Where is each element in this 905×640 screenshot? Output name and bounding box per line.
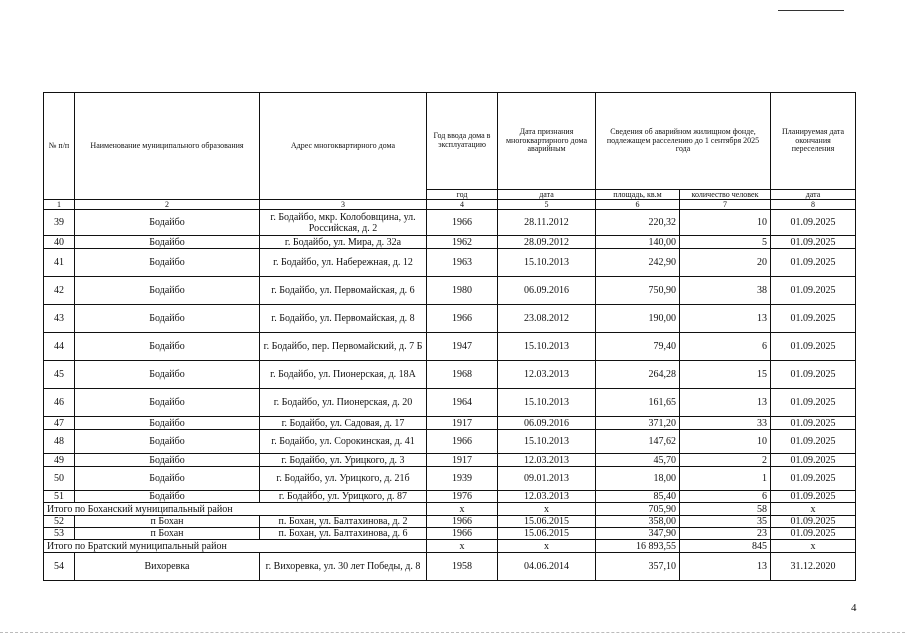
subheader-date: дата	[498, 190, 596, 200]
header-row	[44, 93, 856, 190]
area: 85,40	[596, 491, 680, 503]
address: г. Вихоревка, ул. 30 лет Победы, д. 8	[260, 553, 427, 581]
address: г. Бодайбо, мкр. Колобовщина, ул. Российская, д. 2	[260, 210, 427, 236]
area: 147,62	[596, 430, 680, 454]
colnum: 2	[75, 200, 260, 210]
subheader-year: год	[427, 190, 498, 200]
row-number: 54	[44, 553, 75, 581]
people-count: 35	[680, 516, 771, 528]
municipality: Бодайбо	[75, 333, 260, 361]
row-number: 39	[44, 210, 75, 236]
planned-date: 01.09.2025	[771, 277, 856, 305]
year-built: 1966	[427, 528, 498, 540]
planned-date: 01.09.2025	[771, 430, 856, 454]
row-number: 43	[44, 305, 75, 333]
header-n: № п/п	[44, 93, 75, 200]
row-number: 42	[44, 277, 75, 305]
municipality: п Бохан	[75, 528, 260, 540]
total-row	[44, 540, 856, 553]
municipality: Бодайбо	[75, 249, 260, 277]
year-built: 1963	[427, 249, 498, 277]
address: г. Бодайбо, ул. Пионерская, д. 18А	[260, 361, 427, 389]
year-built: 1966	[427, 305, 498, 333]
total-year: х	[427, 503, 498, 516]
year-built: 1966	[427, 430, 498, 454]
top-rule	[778, 10, 844, 11]
emergency-date: 06.09.2016	[498, 417, 596, 430]
emergency-date: 28.09.2012	[498, 236, 596, 249]
planned-date: 01.09.2025	[771, 236, 856, 249]
emergency-date: 12.03.2013	[498, 361, 596, 389]
total-plan: х	[771, 503, 856, 516]
emergency-date: 15.10.2013	[498, 333, 596, 361]
address: г. Бодайбо, ул. Первомайская, д. 8	[260, 305, 427, 333]
row-number: 40	[44, 236, 75, 249]
address: г. Бодайбо, ул. Урицкого, д. 21б	[260, 467, 427, 491]
row-number: 46	[44, 389, 75, 417]
address: г. Бодайбо, ул. Урицкого, д. 3	[260, 454, 427, 467]
people-count: 15	[680, 361, 771, 389]
area: 357,10	[596, 553, 680, 581]
people-count: 10	[680, 430, 771, 454]
row-number: 48	[44, 430, 75, 454]
header-mun: Наименование муниципального образования	[75, 93, 260, 200]
address: г. Бодайбо, ул. Пионерская, д. 20	[260, 389, 427, 417]
total-people: 845	[680, 540, 771, 553]
year-built: 1980	[427, 277, 498, 305]
people-count: 13	[680, 305, 771, 333]
subheader-area: площадь, кв.м	[596, 190, 680, 200]
municipality: Бодайбо	[75, 305, 260, 333]
total-date: х	[498, 503, 596, 516]
column-numbers-row	[44, 200, 856, 210]
table-row	[44, 553, 856, 581]
address: г. Бодайбо, ул. Сорокинская, д. 41	[260, 430, 427, 454]
area: 358,00	[596, 516, 680, 528]
planned-date: 01.09.2025	[771, 467, 856, 491]
municipality: Бодайбо	[75, 430, 260, 454]
emergency-date: 12.03.2013	[498, 454, 596, 467]
people-count: 2	[680, 454, 771, 467]
area: 242,90	[596, 249, 680, 277]
row-number: 47	[44, 417, 75, 430]
planned-date: 01.09.2025	[771, 516, 856, 528]
year-built: 1917	[427, 454, 498, 467]
year-built: 1968	[427, 361, 498, 389]
emergency-date: 09.01.2013	[498, 467, 596, 491]
year-built: 1966	[427, 210, 498, 236]
emergency-date: 15.06.2015	[498, 528, 596, 540]
area: 79,40	[596, 333, 680, 361]
people-count: 38	[680, 277, 771, 305]
address: г. Бодайбо, пер. Первомайский, д. 7 Б	[260, 333, 427, 361]
header-addr: Адрес многоквартирного дома	[260, 93, 427, 200]
municipality: Бодайбо	[75, 454, 260, 467]
municipality: Бодайбо	[75, 417, 260, 430]
municipality: Вихоревка	[75, 553, 260, 581]
people-count: 20	[680, 249, 771, 277]
colnum: 8	[771, 200, 856, 210]
colnum: 4	[427, 200, 498, 210]
table-row	[44, 516, 856, 528]
emergency-date: 15.10.2013	[498, 430, 596, 454]
address: г. Бодайбо, ул. Мира, д. 32а	[260, 236, 427, 249]
address: г. Бодайбо, ул. Урицкого, д. 87	[260, 491, 427, 503]
municipality: Бодайбо	[75, 491, 260, 503]
table-row	[44, 277, 856, 305]
table-row	[44, 236, 856, 249]
total-label: Итого по Боханский муниципальный район	[44, 503, 427, 516]
planned-date: 31.12.2020	[771, 553, 856, 581]
address: г. Бодайбо, ул. Набережная, д. 12	[260, 249, 427, 277]
people-count: 13	[680, 389, 771, 417]
table-row	[44, 430, 856, 454]
area: 190,00	[596, 305, 680, 333]
header-date: Дата признания многоквартирного дома аварийным	[498, 93, 596, 190]
colnum: 3	[260, 200, 427, 210]
row-number: 41	[44, 249, 75, 277]
total-year: х	[427, 540, 498, 553]
total-date: х	[498, 540, 596, 553]
people-count: 6	[680, 333, 771, 361]
planned-date: 01.09.2025	[771, 210, 856, 236]
emergency-date: 28.11.2012	[498, 210, 596, 236]
municipality: Бодайбо	[75, 236, 260, 249]
table-row	[44, 389, 856, 417]
people-count: 6	[680, 491, 771, 503]
housing-table	[43, 92, 856, 581]
planned-date: 01.09.2025	[771, 417, 856, 430]
row-number: 50	[44, 467, 75, 491]
emergency-date: 23.08.2012	[498, 305, 596, 333]
table-row	[44, 467, 856, 491]
header-plan: Планируемая дата окончания переселения	[771, 93, 856, 190]
people-count: 5	[680, 236, 771, 249]
area: 371,20	[596, 417, 680, 430]
subheader-plan: дата	[771, 190, 856, 200]
year-built: 1939	[427, 467, 498, 491]
row-number: 52	[44, 516, 75, 528]
year-built: 1958	[427, 553, 498, 581]
year-built: 1962	[427, 236, 498, 249]
row-number: 45	[44, 361, 75, 389]
total-area: 16 893,55	[596, 540, 680, 553]
colnum: 7	[680, 200, 771, 210]
table-row	[44, 249, 856, 277]
emergency-date: 12.03.2013	[498, 491, 596, 503]
municipality: Бодайбо	[75, 389, 260, 417]
row-number: 44	[44, 333, 75, 361]
year-built: 1947	[427, 333, 498, 361]
area: 220,32	[596, 210, 680, 236]
row-number: 51	[44, 491, 75, 503]
year-built: 1964	[427, 389, 498, 417]
row-number: 49	[44, 454, 75, 467]
people-count: 13	[680, 553, 771, 581]
page-number: 4	[851, 602, 857, 614]
table-row	[44, 305, 856, 333]
row-number: 53	[44, 528, 75, 540]
total-people: 58	[680, 503, 771, 516]
area: 45,70	[596, 454, 680, 467]
area: 161,65	[596, 389, 680, 417]
colnum: 6	[596, 200, 680, 210]
total-label: Итого по Братский муниципальный район	[44, 540, 427, 553]
total-plan: х	[771, 540, 856, 553]
people-count: 23	[680, 528, 771, 540]
total-area: 705,90	[596, 503, 680, 516]
planned-date: 01.09.2025	[771, 454, 856, 467]
emergency-date: 15.10.2013	[498, 389, 596, 417]
area: 347,90	[596, 528, 680, 540]
year-built: 1917	[427, 417, 498, 430]
table-row	[44, 528, 856, 540]
total-row	[44, 503, 856, 516]
header-info: Сведения об аварийном жилищном фонде, подлежащем расселению до 1 сентября 2025 года	[596, 93, 771, 190]
year-built: 1976	[427, 491, 498, 503]
table-row	[44, 417, 856, 430]
planned-date: 01.09.2025	[771, 389, 856, 417]
planned-date: 01.09.2025	[771, 305, 856, 333]
municipality: п Бохан	[75, 516, 260, 528]
year-built: 1966	[427, 516, 498, 528]
address: п. Бохан, ул. Балтахинова, д. 2	[260, 516, 427, 528]
table-row	[44, 210, 856, 236]
planned-date: 01.09.2025	[771, 249, 856, 277]
table-row	[44, 333, 856, 361]
address: п. Бохан, ул. Балтахинова, д. 6	[260, 528, 427, 540]
area: 140,00	[596, 236, 680, 249]
address: г. Бодайбо, ул. Садовая, д. 17	[260, 417, 427, 430]
emergency-date: 15.10.2013	[498, 249, 596, 277]
area: 18,00	[596, 467, 680, 491]
emergency-date: 15.06.2015	[498, 516, 596, 528]
people-count: 10	[680, 210, 771, 236]
bottom-rule	[0, 632, 905, 633]
people-count: 33	[680, 417, 771, 430]
planned-date: 01.09.2025	[771, 361, 856, 389]
area: 264,28	[596, 361, 680, 389]
table-row	[44, 491, 856, 503]
area: 750,90	[596, 277, 680, 305]
municipality: Бодайбо	[75, 210, 260, 236]
table-row	[44, 454, 856, 467]
header-year: Год ввода дома в эксплуатацию	[427, 93, 498, 190]
table-row	[44, 361, 856, 389]
colnum: 1	[44, 200, 75, 210]
colnum: 5	[498, 200, 596, 210]
subheader-people: количество человек	[680, 190, 771, 200]
emergency-date: 06.09.2016	[498, 277, 596, 305]
planned-date: 01.09.2025	[771, 333, 856, 361]
address: г. Бодайбо, ул. Первомайская, д. 6	[260, 277, 427, 305]
planned-date: 01.09.2025	[771, 528, 856, 540]
people-count: 1	[680, 467, 771, 491]
planned-date: 01.09.2025	[771, 491, 856, 503]
municipality: Бодайбо	[75, 361, 260, 389]
municipality: Бодайбо	[75, 277, 260, 305]
emergency-date: 04.06.2014	[498, 553, 596, 581]
municipality: Бодайбо	[75, 467, 260, 491]
